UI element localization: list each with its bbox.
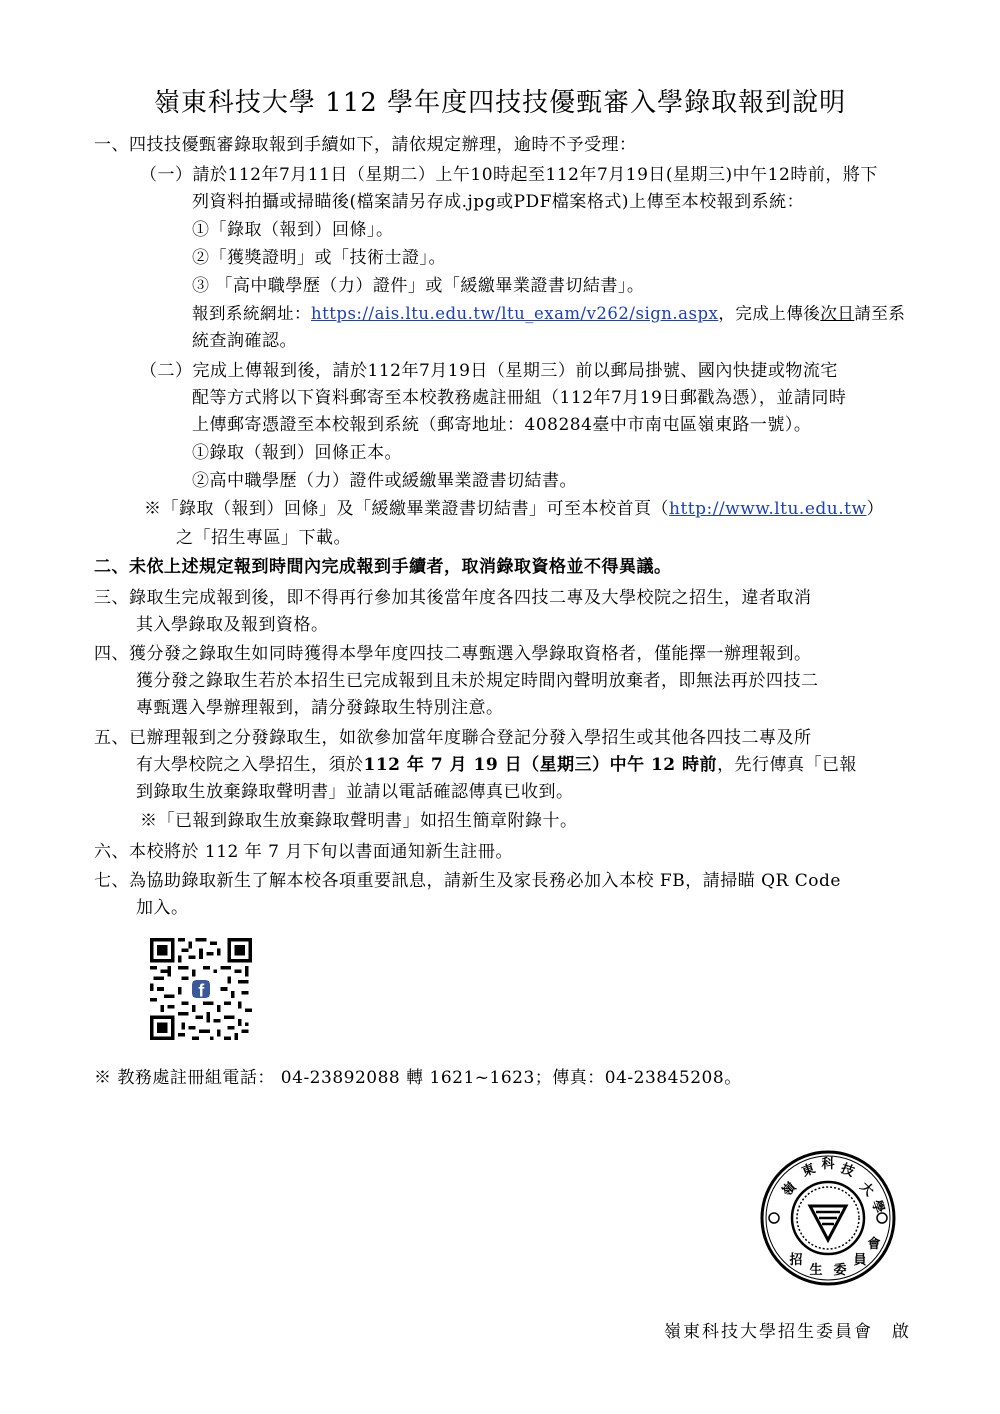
signature: 嶺東科技大學招生委員會 啟 (664, 1322, 911, 1342)
homepage-link[interactable]: http://www.ltu.edu.tw (669, 499, 867, 519)
svg-text:學: 學 (868, 1198, 887, 1216)
section-5-line3: 到錄取生放棄錄取聲明書」並請以電話確認傳真已收到。 (136, 782, 574, 802)
section-6: 六、本校將於 112 年 7 月下旬以書面通知新生註冊。 (94, 842, 513, 862)
section-1-p1-item1: ①「錄取（報到）回條」。 (192, 220, 394, 240)
section-1-p1-item2: ②「獲獎證明」或「技術士證」。 (192, 248, 446, 268)
section-1-url-line (192, 302, 905, 326)
section-1-note (144, 497, 884, 521)
svg-text:大: 大 (856, 1179, 877, 1200)
url-prefix: 報到系統網址： (192, 304, 311, 323)
report-system-link[interactable]: https://ais.ltu.edu.tw/ltu_exam/v262/sign.aspx (311, 304, 719, 323)
svg-text:嶺: 嶺 (779, 1179, 800, 1200)
svg-text:會: 會 (867, 1237, 881, 1252)
svg-text:委: 委 (833, 1263, 847, 1278)
section-3-line2: 其入學錄取及報到資格。 (136, 615, 329, 635)
section-5-line2-pre: 有大學校院之入學招生，須於 (136, 755, 364, 775)
svg-text:科: 科 (821, 1157, 835, 1172)
contact-info: ※ 教務處註冊組電話： 04-23892088 轉 1621~1623；傳真：04-23845208。 (94, 1068, 742, 1088)
deadline-text: 112 年 7 月 19 日（星期三）中午 12 時前 (363, 755, 718, 775)
svg-text:生: 生 (809, 1263, 823, 1278)
committee-seal (758, 1148, 898, 1288)
svg-text:技: 技 (838, 1161, 857, 1181)
section-7-line2: 加入。 (136, 898, 189, 918)
page-title: 嶺東科技大學 112 學年度四技技優甄審入學錄取報到說明 (153, 88, 847, 118)
section-1-p2-line2: 配等方式將以下資料郵寄至本校教務處註冊組（112年7月19日郵戳為憑），並請同時 (192, 388, 847, 408)
section-1-p2-item1: ①錄取（報到）回條正本。 (192, 443, 402, 463)
next-day-text: 次日 (820, 304, 855, 323)
section-2: 二、未依上述規定報到時間內完成報到手續者，取消錄取資格並不得異議。 (94, 557, 672, 577)
section-7-line1: 七、為協助錄取新生了解本校各項重要訊息，請新生及家長務必加入本校 FB，請掃瞄 QR Code (94, 871, 841, 891)
section-1-p1-item3: ③ 「高中職學歷（力）證件」或「緩繳畢業證書切結書」。 (192, 276, 645, 296)
note-prefix: ※「錄取（報到）回條」及「緩繳畢業證書切結書」可至本校首頁（ (144, 499, 669, 519)
note-suffix: ） (866, 499, 885, 519)
url-suffix: 請至系 (854, 304, 906, 323)
section-1-url-line2: 統查詢確認。 (192, 331, 297, 351)
section-1-p2-item2: ②高中職學歷（力）證件或緩繳畢業證書切結書。 (192, 471, 577, 491)
svg-text:員: 員 (853, 1253, 867, 1268)
section-1-p1-line1: （一）請於112年7月11日（星期二）上午10時起至112年7月19日(星期三)中午12時前，將下 (140, 165, 878, 185)
section-1-p2-line1: （二）完成上傳報到後，請於112年7月19日（星期三）前以郵局掛號、國內快捷或物流宅 (140, 361, 838, 381)
section-5-line1: 五、已辦理報到之分發錄取生，如欲參加當年度聯合登記分發入學招生或其他各四技二專及所 (94, 728, 812, 748)
section-5-line2 (136, 753, 857, 777)
section-4-line3: 專甄選入學辦理報到，請分發錄取生特別注意。 (136, 698, 504, 718)
section-3-line1: 三、錄取生完成報到後，即不得再行參加其後當年度各四技二專及大學校院之招生，違者取消 (94, 588, 812, 608)
section-4-line2: 獲分發之錄取生若於本招生已完成報到且未於規定時間內聲明放棄者，即無法再於四技二 (136, 671, 819, 691)
section-1-heading: 一、四技技優甄審錄取報到手續如下，請依規定辦理，逾時不予受理： (94, 135, 637, 155)
qr-code-image[interactable] (150, 938, 252, 1040)
svg-text:f: f (198, 980, 205, 1001)
section-1-p2-line3: 上傳郵寄憑證至本校報到系統（郵寄地址：408284臺中市南屯區嶺東路一號）。 (192, 415, 812, 435)
section-1-p1-line2: 列資料拍攝或掃瞄後(檔案請另存成.jpg或PDF檔案格式)上傳至本校報到系統： (192, 192, 805, 212)
svg-text:招: 招 (789, 1253, 803, 1268)
url-mid: ，完成上傳後 (718, 304, 821, 323)
section-4-line1: 四、獲分發之錄取生如同時獲得本學年度四技二專甄選入學錄取資格者，僅能擇一辦理報到。 (94, 644, 812, 664)
section-5-line2-post: ，先行傳真「已報 (717, 755, 858, 775)
section-1-note-line2: 之「招生專區」下載。 (176, 528, 351, 548)
section-5-note: ※「已報到錄取生放棄錄取聲明書」如招生簡章附錄十。 (140, 811, 578, 831)
svg-text:東: 東 (799, 1161, 818, 1181)
